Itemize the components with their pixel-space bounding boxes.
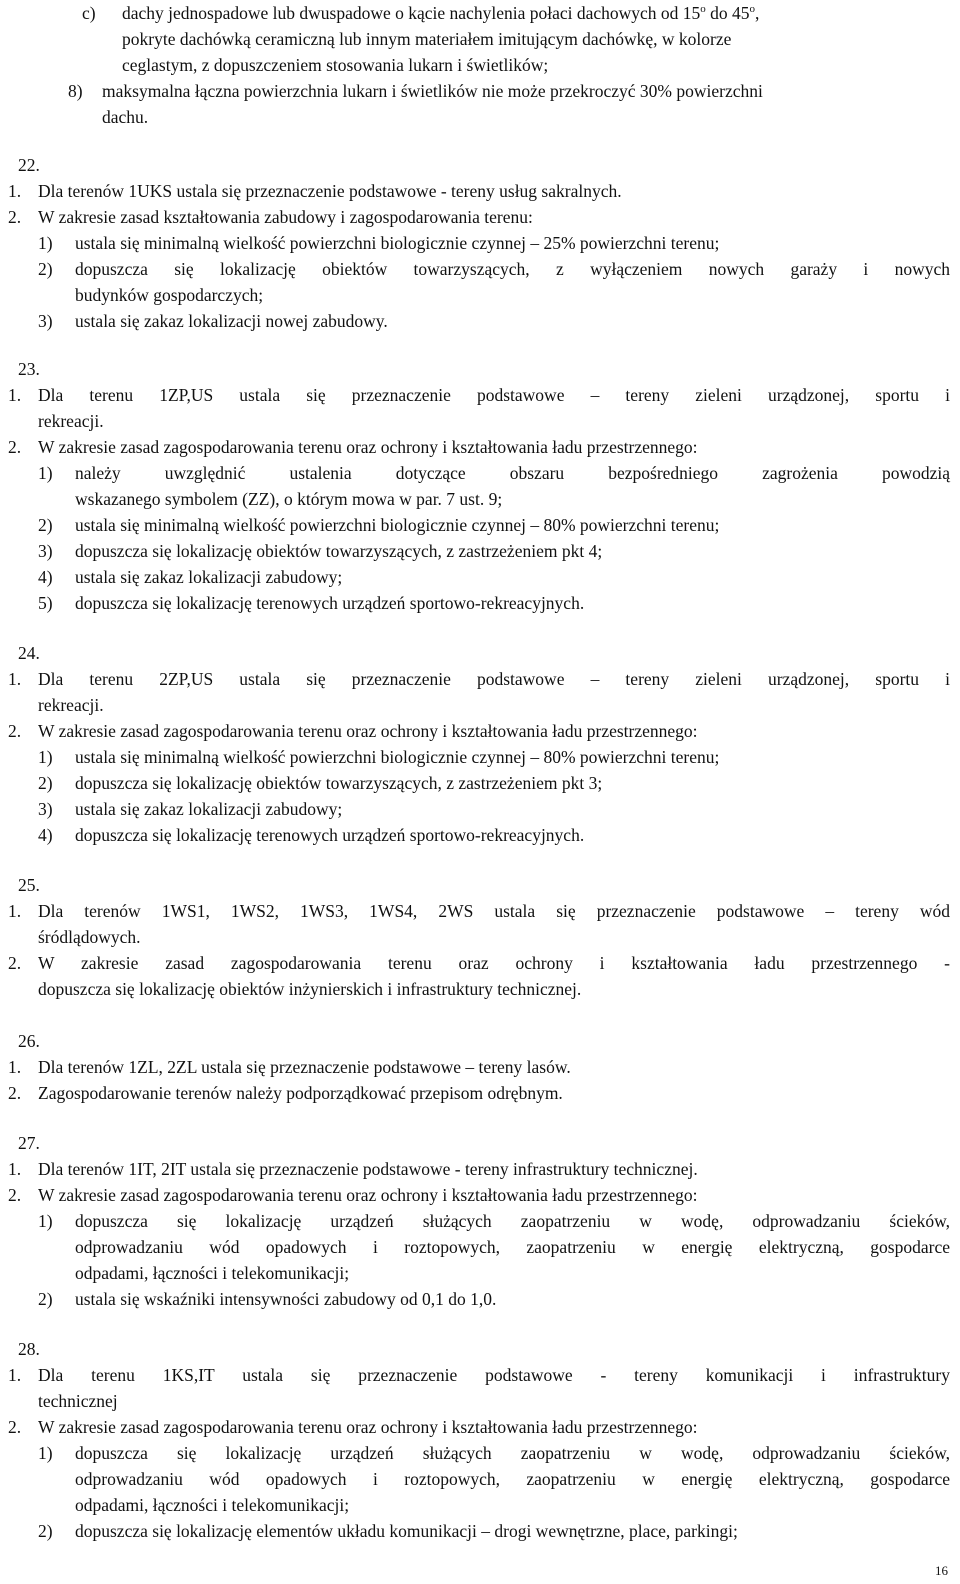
paragraph-text: W zakresie zasad zagospodarowania terenu oraz ochrony i kształtowania ładu przestrzennego: xyxy=(38,1417,698,1437)
item-c-line: pokryte dachówką ceramiczną lub innym materiałem imitującym dachówkę, w kolorze xyxy=(122,29,732,49)
list-item: ustala się minimalną wielkość powierzchni biologicznie czynnej – 80% powierzchni terenu; xyxy=(75,747,720,767)
list-item: dopuszcza się lokalizację terenowych urządzeń sportowo-rekreacyjnych. xyxy=(75,593,585,613)
section-number: 26. xyxy=(18,1031,40,1051)
paragraph-text: W zakresie zasad zagospodarowania terenu oraz ochrony i kształtowania ładu przestrzennego: xyxy=(38,721,698,741)
list-item: ustala się wskaźniki intensywności zabudowy od 0,1 do 1,0. xyxy=(75,1289,497,1309)
list-item: dopuszcza się lokalizację urządzeń służących zaopatrzeniu w wodę, odprowadzaniu ścieków, xyxy=(75,1211,950,1231)
section-24: 24. 1. Dla terenu 2ZP,US ustala się przeznaczenie podstawowe – tereny zieleni urządzonej, sportu i rekreacji. 2. W zakresie zasad zagospodarowania terenu oraz ochrony i kształtowania ładu przestrzennego: 1) ustala się minimalną wielkość powierzchni biologicznie czynnej – 80% powierzchni terenu; 2) dopuszcza się lokalizację obiektów towarzyszących, z zastrzeżeniem pkt 3; 3) ustala się zakaz lokalizacji zabudowy; 4) dopuszcza się lokalizację terenowych urządzeń sportowo-rekreacyjnych. xyxy=(0,640,960,848)
paragraph-text: W zakresie zasad kształtowania zabudowy i zagospodarowania terenu: xyxy=(38,207,533,227)
paragraph-text: Dla terenu 1ZP,US ustala się przeznaczenie podstawowe – tereny zieleni urządzonej, sportu i xyxy=(38,385,950,405)
paragraph-text: Dla terenów 1ZL, 2ZL ustala się przeznaczenie podstawowe – tereny lasów. xyxy=(38,1057,571,1077)
list-item: ustala się minimalną wielkość powierzchni biologicznie czynnej – 25% powierzchni terenu; xyxy=(75,233,720,253)
list-item: należy uwzględnić ustalenia dotyczące obszaru bezpośredniego zagrożenia powodzią xyxy=(75,463,950,483)
item-8-line: dachu. xyxy=(102,107,149,127)
item-8-line: 8) maksymalna łączna powierzchnia lukarn i świetlików nie może przekroczyć 30% powierzchni xyxy=(68,81,763,101)
paragraph-text: W zakresie zasad zagospodarowania terenu oraz ochrony i kształtowania ładu przestrzennego: xyxy=(38,437,698,457)
paragraph-text: Dla terenów 1IT, 2IT ustala się przeznaczenie podstawowe - tereny infrastruktury technicznej. xyxy=(38,1159,698,1179)
item-c-label: c) xyxy=(82,3,96,23)
section-number: 22. xyxy=(18,155,40,175)
item-c-line: ceglastym, z dopuszczeniem stosowania lukarn i świetlików; xyxy=(122,55,549,75)
paragraph-text: Dla terenów 1WS1, 1WS2, 1WS3, 1WS4, 2WS ustala się przeznaczenie podstawowe – tereny wód xyxy=(38,901,950,921)
section-22: 22. 1. Dla terenów 1UKS ustala się przeznaczenie podstawowe - tereny usług sakralnych. 2. W zakresie zasad kształtowania zabudowy i zagospodarowania terenu: 1) ustala się minimalną wielkość powierzchni biologicznie czynnej – 25% powierzchni terenu; 2) dopuszcza się lokalizację obiektów towarzyszących, z wyłączeniem nowych garaży i nowych budynków gospodarczych; 3) ustala się zakaz lokalizacji nowej zabudowy. xyxy=(0,152,960,334)
page-number: 16 xyxy=(935,1563,948,1578)
section-28: 28. 1. Dla terenu 1KS,IT ustala się przeznaczenie podstawowe - tereny komunikacji i infrastruktury technicznej 2. W zakresie zasad zagospodarowania terenu oraz ochrony i kształtowania ładu przestrzennego: 1) dopuszcza się lokalizację urządzeń służących zaopatrzeniu w wodę, odprowadzaniu ścieków, odprowadzaniu wód opadowych i roztopowych, zaopatrzeniu w energię elektryczną, gospodarce odpadami, łączności i telekomunikacji; 2) dopuszcza się lokalizację elementów układu komunikacji – drogi wewnętrzne, place, parkingi; xyxy=(0,1336,960,1544)
paragraph-text: Dla terenów 1UKS ustala się przeznaczenie podstawowe - tereny usług sakralnych. xyxy=(38,181,622,201)
list-item: dopuszcza się lokalizację urządzeń służących zaopatrzeniu w wodę, odprowadzaniu ścieków, xyxy=(75,1443,950,1463)
paragraph-text: Zagospodarowanie terenów należy podporządkować przepisom odrębnym. xyxy=(38,1083,563,1103)
list-item: dopuszcza się lokalizację obiektów towarzyszących, z wyłączeniem nowych garaży i nowych xyxy=(75,259,950,279)
section-number: 28. xyxy=(18,1339,40,1359)
degree-mark: o xyxy=(749,3,756,16)
section-27: 27. 1. Dla terenów 1IT, 2IT ustala się przeznaczenie podstawowe - tereny infrastruktury technicznej. 2. W zakresie zasad zagospodarowania terenu oraz ochrony i kształtowania ładu przestrzennego: 1) dopuszcza się lokalizację urządzeń służących zaopatrzeniu w wodę, odprowadzaniu ścieków, odprowadzaniu wód opadowych i roztopowych, zaopatrzeniu w energię elektryczną, gospodarce odpadami, łączności i telekomunikacji; 2) ustala się wskaźniki intensywności zabudowy od 0,1 do 1,0. xyxy=(0,1130,960,1312)
list-item: ustala się zakaz lokalizacji zabudowy; xyxy=(75,567,343,587)
list-item: dopuszcza się lokalizację terenowych urządzeń sportowo-rekreacyjnych. xyxy=(75,825,585,845)
paragraph-text: W zakresie zasad zagospodarowania terenu oraz ochrony i kształtowania ładu przestrzennego - xyxy=(38,953,950,973)
list-item: ustala się minimalną wielkość powierzchni biologicznie czynnej – 80% powierzchni terenu; xyxy=(75,515,720,535)
list-item: ustala się zakaz lokalizacji nowej zabudowy. xyxy=(75,311,388,331)
paragraph-text: Dla terenu 1KS,IT ustala się przeznaczenie podstawowe - tereny komunikacji i infrastruktury xyxy=(38,1365,950,1385)
list-item: dopuszcza się lokalizację obiektów towarzyszących, z zastrzeżeniem pkt 3; xyxy=(75,773,603,793)
list-item: ustala się zakaz lokalizacji zabudowy; xyxy=(75,799,343,819)
section-number: 25. xyxy=(18,875,40,895)
section-23: 23. 1. Dla terenu 1ZP,US ustala się przeznaczenie podstawowe – tereny zieleni urządzonej, sportu i rekreacji. 2. W zakresie zasad zagospodarowania terenu oraz ochrony i kształtowania ładu przestrzennego: 1) należy uwzględnić ustalenia dotyczące obszaru bezpośredniego zagrożenia powodzią wskazanego symbolem (ZZ), o którym mowa w par. 7 ust. 9; 2) ustala się minimalną wielkość powierzchni biologicznie czynnej – 80% powierzchni terenu; 3) dopuszcza się lokalizację obiektów towarzyszących, z zastrzeżeniem pkt 4; 4) ustala się zakaz lokalizacji zabudowy; 5) dopuszcza się lokalizację terenowych urządzeń sportowo-rekreacyjnych. xyxy=(0,356,960,616)
paragraph-text: Dla terenu 2ZP,US ustala się przeznaczenie podstawowe – tereny zieleni urządzonej, sportu i xyxy=(38,669,950,689)
paragraph-text: W zakresie zasad zagospodarowania terenu oraz ochrony i kształtowania ładu przestrzennego: xyxy=(38,1185,698,1205)
item-c-text: dachy jednospadowe lub dwuspadowe o kącie nachylenia połaci dachowych od 15$^o$ do 45$^o$, xyxy=(122,3,760,23)
section-25: 25. 1. Dla terenów 1WS1, 1WS2, 1WS3, 1WS4, 2WS ustala się przeznaczenie podstawowe – tereny wód śródlądowych. 2. W zakresie zasad zagospodarowania terenu oraz ochrony i kształtowania ładu przestrzennego - dopuszcza się lokalizację obiektów inżynierskich i infrastruktury technicznej. xyxy=(0,872,960,1002)
list-item: dopuszcza się lokalizację obiektów towarzyszących, z zastrzeżeniem pkt 4; xyxy=(75,541,603,561)
list-item: dopuszcza się lokalizację elementów układu komunikacji – drogi wewnętrzne, place, parkingi; xyxy=(75,1521,738,1541)
continuation-block xyxy=(0,0,960,130)
item-c-line xyxy=(0,0,960,26)
section-number: 24. xyxy=(18,643,40,663)
section-26: 26. 1. Dla terenów 1ZL, 2ZL ustala się przeznaczenie podstawowe – tereny lasów. 2. Zagospodarowanie terenów należy podporządkować przepisom odrębnym. xyxy=(0,1028,960,1106)
section-number: 23. xyxy=(18,359,40,379)
section-number: 27. xyxy=(18,1133,40,1153)
degree-mark: o xyxy=(700,3,706,16)
